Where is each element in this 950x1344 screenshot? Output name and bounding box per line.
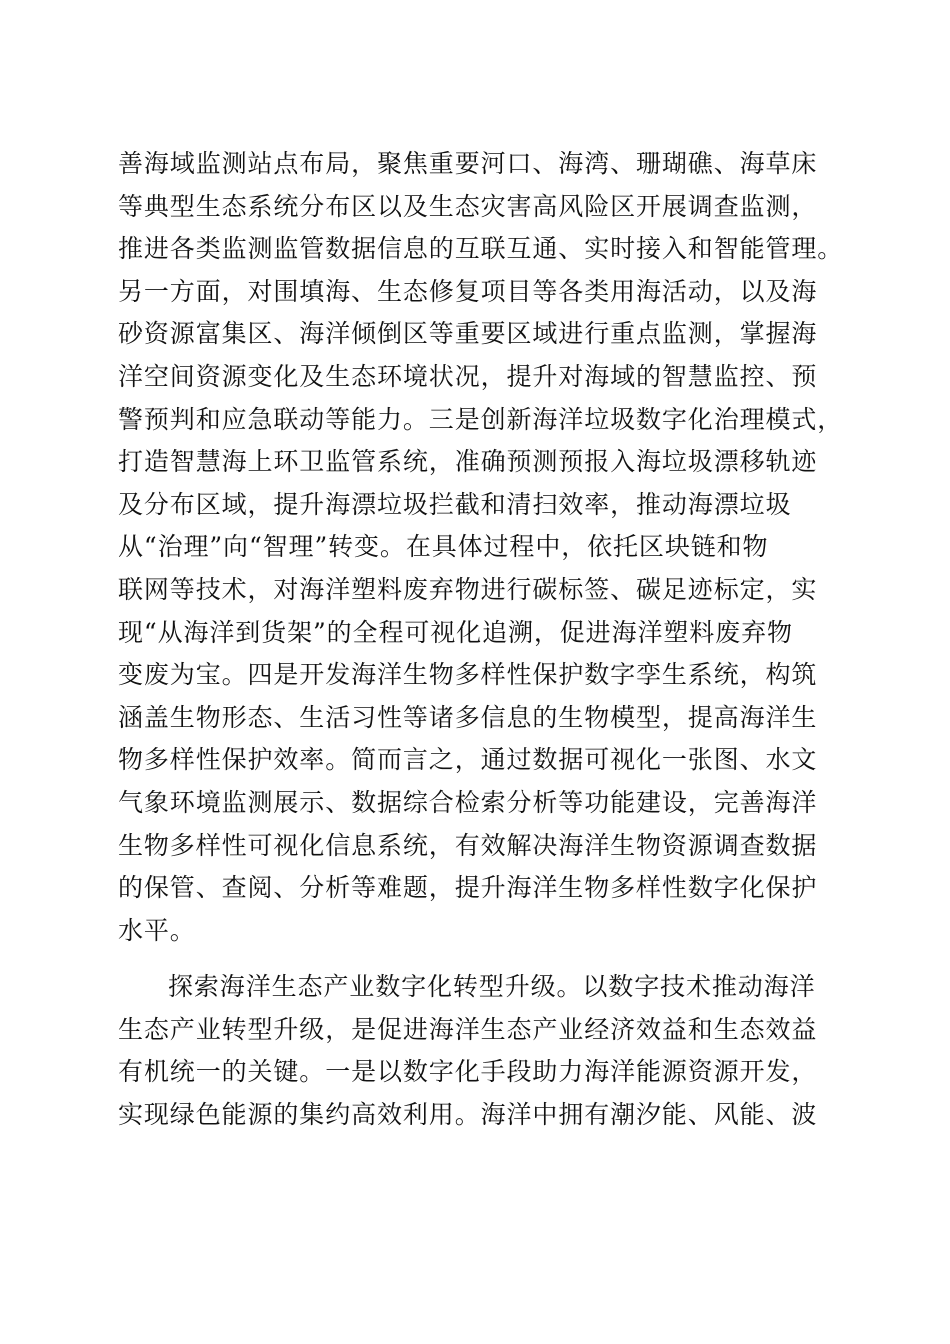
document-body: [118, 143, 844, 1137]
text-line: 推进各类监测监管数据信息的互联互通、实时接入和智能管理。: [118, 234, 844, 264]
text-line: 的保管、查阅、分析等难题，提升海洋生物多样性数字化保护: [118, 873, 818, 903]
text-line: 气象环境监测展示、数据综合检索分析等功能建设，完善海洋: [118, 787, 818, 817]
text-line: 实现绿色能源的集约高效利用。海洋中拥有潮汐能、风能、波: [118, 1100, 818, 1130]
text-line: 打造智慧海上环卫监管系统，准确预测预报入海垃圾漂移轨迹: [118, 447, 818, 477]
text-line: 及分布区域，提升海漂垃圾拦截和清扫效率，推动海漂垃圾: [118, 489, 792, 519]
text-line: 联网等技术，对海洋塑料废弃物进行碳标签、碳足迹标定，实: [118, 574, 818, 604]
text-line: 等典型生态系统分布区以及生态灾害高风险区开展调查监测，: [118, 191, 818, 221]
text-line: 善海域监测站点布局，聚焦重要河口、海湾、珊瑚礁、海草床: [118, 149, 818, 178]
text-line: 另一方面，对围填海、生态修复项目等各类用海活动，以及海: [118, 276, 818, 306]
text-line: 水平。: [118, 915, 196, 945]
text-line: 探索海洋生态产业数字化转型升级。以数字技术推动海洋: [168, 972, 816, 1002]
text-line: 涵盖生物形态、生活习性等诸多信息的生物模型，提高海洋生: [118, 702, 818, 732]
text-line: 生物多样性可视化信息系统，有效解决海洋生物资源调查数据: [118, 830, 818, 860]
text-line: 有机统一的关键。一是以数字化手段助力海洋能源资源开发，: [118, 1057, 818, 1087]
text-line: 生态产业转型升级，是促进海洋生态产业经济效益和生态效益: [118, 1014, 818, 1044]
paragraph-1: [118, 143, 844, 952]
paragraph-2: [118, 966, 838, 1136]
text-line: 变废为宝。四是开发海洋生物多样性保护数字孪生系统，构筑: [118, 660, 818, 690]
text-line: 洋空间资源变化及生态环境状况，提升对海域的智慧监控、预: [118, 361, 818, 391]
text-line: 物多样性保护效率。简而言之，通过数据可视化一张图、水文: [118, 745, 818, 775]
text-line: 从“治理”向“智理”转变。在具体过程中，依托区块链和物: [118, 532, 769, 562]
text-line: 警预判和应急联动等能力。三是创新海洋垃圾数字化治理模式，: [118, 404, 844, 434]
text-line: 现“从海洋到货架”的全程可视化追溯，促进海洋塑料废弃物: [118, 617, 793, 647]
text-line: 砂资源富集区、海洋倾倒区等重要区域进行重点监测，掌握海: [118, 319, 818, 349]
